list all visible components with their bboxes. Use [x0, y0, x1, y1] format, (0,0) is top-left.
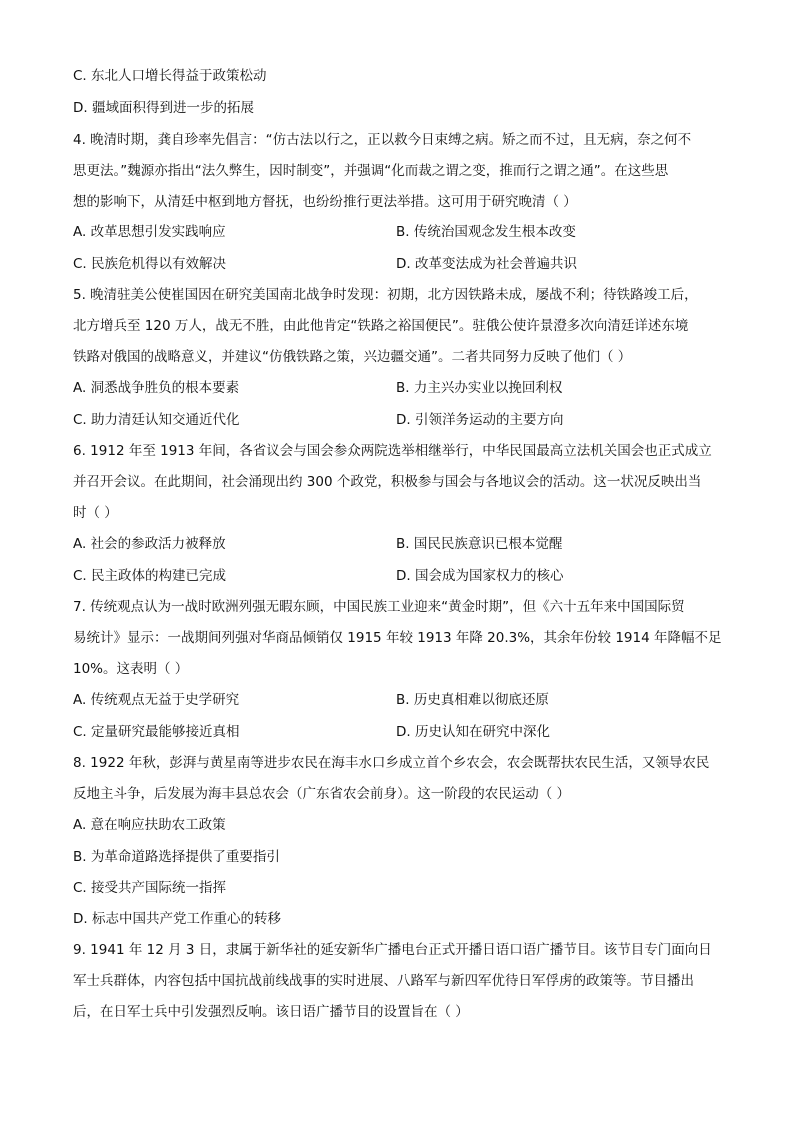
q3-option-d: D. 疆域面积得到进一步的拓展	[73, 100, 254, 116]
q6-option-c: C. 民主政体的构建已完成	[73, 568, 227, 584]
q8-option-a: A. 意在响应扶助农工政策	[73, 817, 226, 833]
q4-option-a: A. 改革思想引发实践响应	[73, 224, 226, 240]
q7-stem-line-1: 7. 传统观点认为一战时欧洲列强无暇东顾，中国民族工业迎来“黄金时期”，但《六十五年来中国国际贸	[73, 599, 685, 615]
q4-stem-line-2: 思更法。”魏源亦指出“法久弊生，因时制变”，并强调“化而裁之谓之变，推而行之谓之通”。在这些思	[73, 163, 669, 179]
q7-option-c: C. 定量研究最能够接近真相	[73, 724, 240, 740]
q5-option-c: C. 助力清廷认知交通近代化	[73, 412, 240, 428]
q4-option-c: C. 民族危机得以有效解决	[73, 256, 227, 272]
q8-stem-line-1: 8. 1922 年秋，彭湃与黄星南等进步农民在海丰水口乡成立首个乡农会，农会既帮扶农民生活，又领导农民	[73, 755, 710, 771]
q7-stem-line-3: 10%。这表明（ ）	[73, 661, 189, 677]
q6-options-row-2	[73, 566, 723, 586]
q4-stem-line-1: 4. 晚清时期，龚自珍率先倡言：“仿古法以行之，正以救今日束缚之病。矫之而不过，且无病，奈之何不	[73, 132, 692, 148]
q4-option-b: B. 传统治国观念发生根本改变	[396, 224, 576, 240]
q4-option-d: D. 改革变法成为社会普遍共识	[396, 256, 577, 272]
q5-option-d: D. 引领洋务运动的主要方向	[396, 412, 564, 428]
q8-option-c: C. 接受共产国际统一指挥	[73, 880, 227, 896]
q9-stem-line-1: 9. 1941 年 12 月 3 日，隶属于新华社的延安新华广播电台正式开播日语口语广播节目。该节目专门面向日	[73, 942, 712, 958]
q7-option-d: D. 历史认知在研究中深化	[396, 724, 550, 740]
q8-stem-line-2: 反地主斗争，后发展为海丰县总农会（广东省农会前身）。这一阶段的农民运动（ ）	[73, 786, 571, 802]
q5-options-row-2	[73, 410, 723, 430]
q9-stem-line-3: 后，在日军士兵中引发强烈反响。该日语广播节目的设置旨在（ ）	[73, 1004, 469, 1020]
q5-stem-line-1: 5. 晚清驻美公使崔国因在研究美国南北战争时发现：初期，北方因铁路未成，屡战不利；待铁路竣工后，	[73, 287, 698, 303]
q7-options-row-1	[73, 690, 723, 710]
q5-options-row-1	[73, 378, 723, 398]
q6-option-b: B. 国民民族意识已根本觉醒	[396, 536, 563, 552]
q7-stem-line-2: 易统计》显示：一战期间列强对华商品倾销仅 1915 年较 1913 年降 20.3%，其余年份较 1914 年降幅不足	[73, 630, 722, 646]
q6-options-row-1	[73, 534, 723, 554]
q4-stem-line-3: 想的影响下，从清廷中枢到地方督抚，也纷纷推行更法举措。这可用于研究晚清（ ）	[73, 194, 577, 210]
q5-stem-line-3: 铁路对俄国的战略意义，并建议“仿俄铁路之策，兴边疆交通”。二者共同努力反映了他们（ ）	[73, 349, 632, 365]
q6-stem-line-2: 并召开会议。在此期间，社会涌现出约 300 个政党，积极参与国会与各地议会的活动。这一状况反映出当	[73, 474, 702, 490]
q7-option-b: B. 历史真相难以彻底还原	[396, 692, 549, 708]
q5-option-a: A. 洞悉战争胜负的根本要素	[73, 380, 240, 396]
q3-option-c: C. 东北人口增长得益于政策松动	[73, 68, 267, 84]
q5-stem-line-2: 北方增兵至 120 万人，战无不胜，由此他肯定“铁路之裕国便民”。驻俄公使许景澄多次向清廷详述东境	[73, 318, 689, 334]
q4-options-row-1	[73, 222, 723, 242]
q5-option-b: B. 力主兴办实业以挽回利权	[396, 380, 563, 396]
q8-option-d: D. 标志中国共产党工作重心的转移	[73, 911, 281, 927]
q6-stem-line-3: 时（ ）	[73, 505, 118, 521]
q7-option-a: A. 传统观点无益于史学研究	[73, 692, 240, 708]
q9-stem-line-2: 军士兵群体，内容包括中国抗战前线战事的实时进展、八路军与新四军优待日军俘虏的政策等。节目播出	[73, 973, 694, 989]
q7-options-row-2	[73, 722, 723, 742]
q8-option-b: B. 为革命道路选择提供了重要指引	[73, 849, 280, 865]
q6-option-d: D. 国会成为国家权力的核心	[396, 568, 564, 584]
q6-stem-line-1: 6. 1912 年至 1913 年间，各省议会与国会参众两院选举相继举行，中华民国最高立法机关国会也正式成立	[73, 443, 712, 459]
q4-options-row-2	[73, 254, 723, 274]
q6-option-a: A. 社会的参政活力被释放	[73, 536, 226, 552]
